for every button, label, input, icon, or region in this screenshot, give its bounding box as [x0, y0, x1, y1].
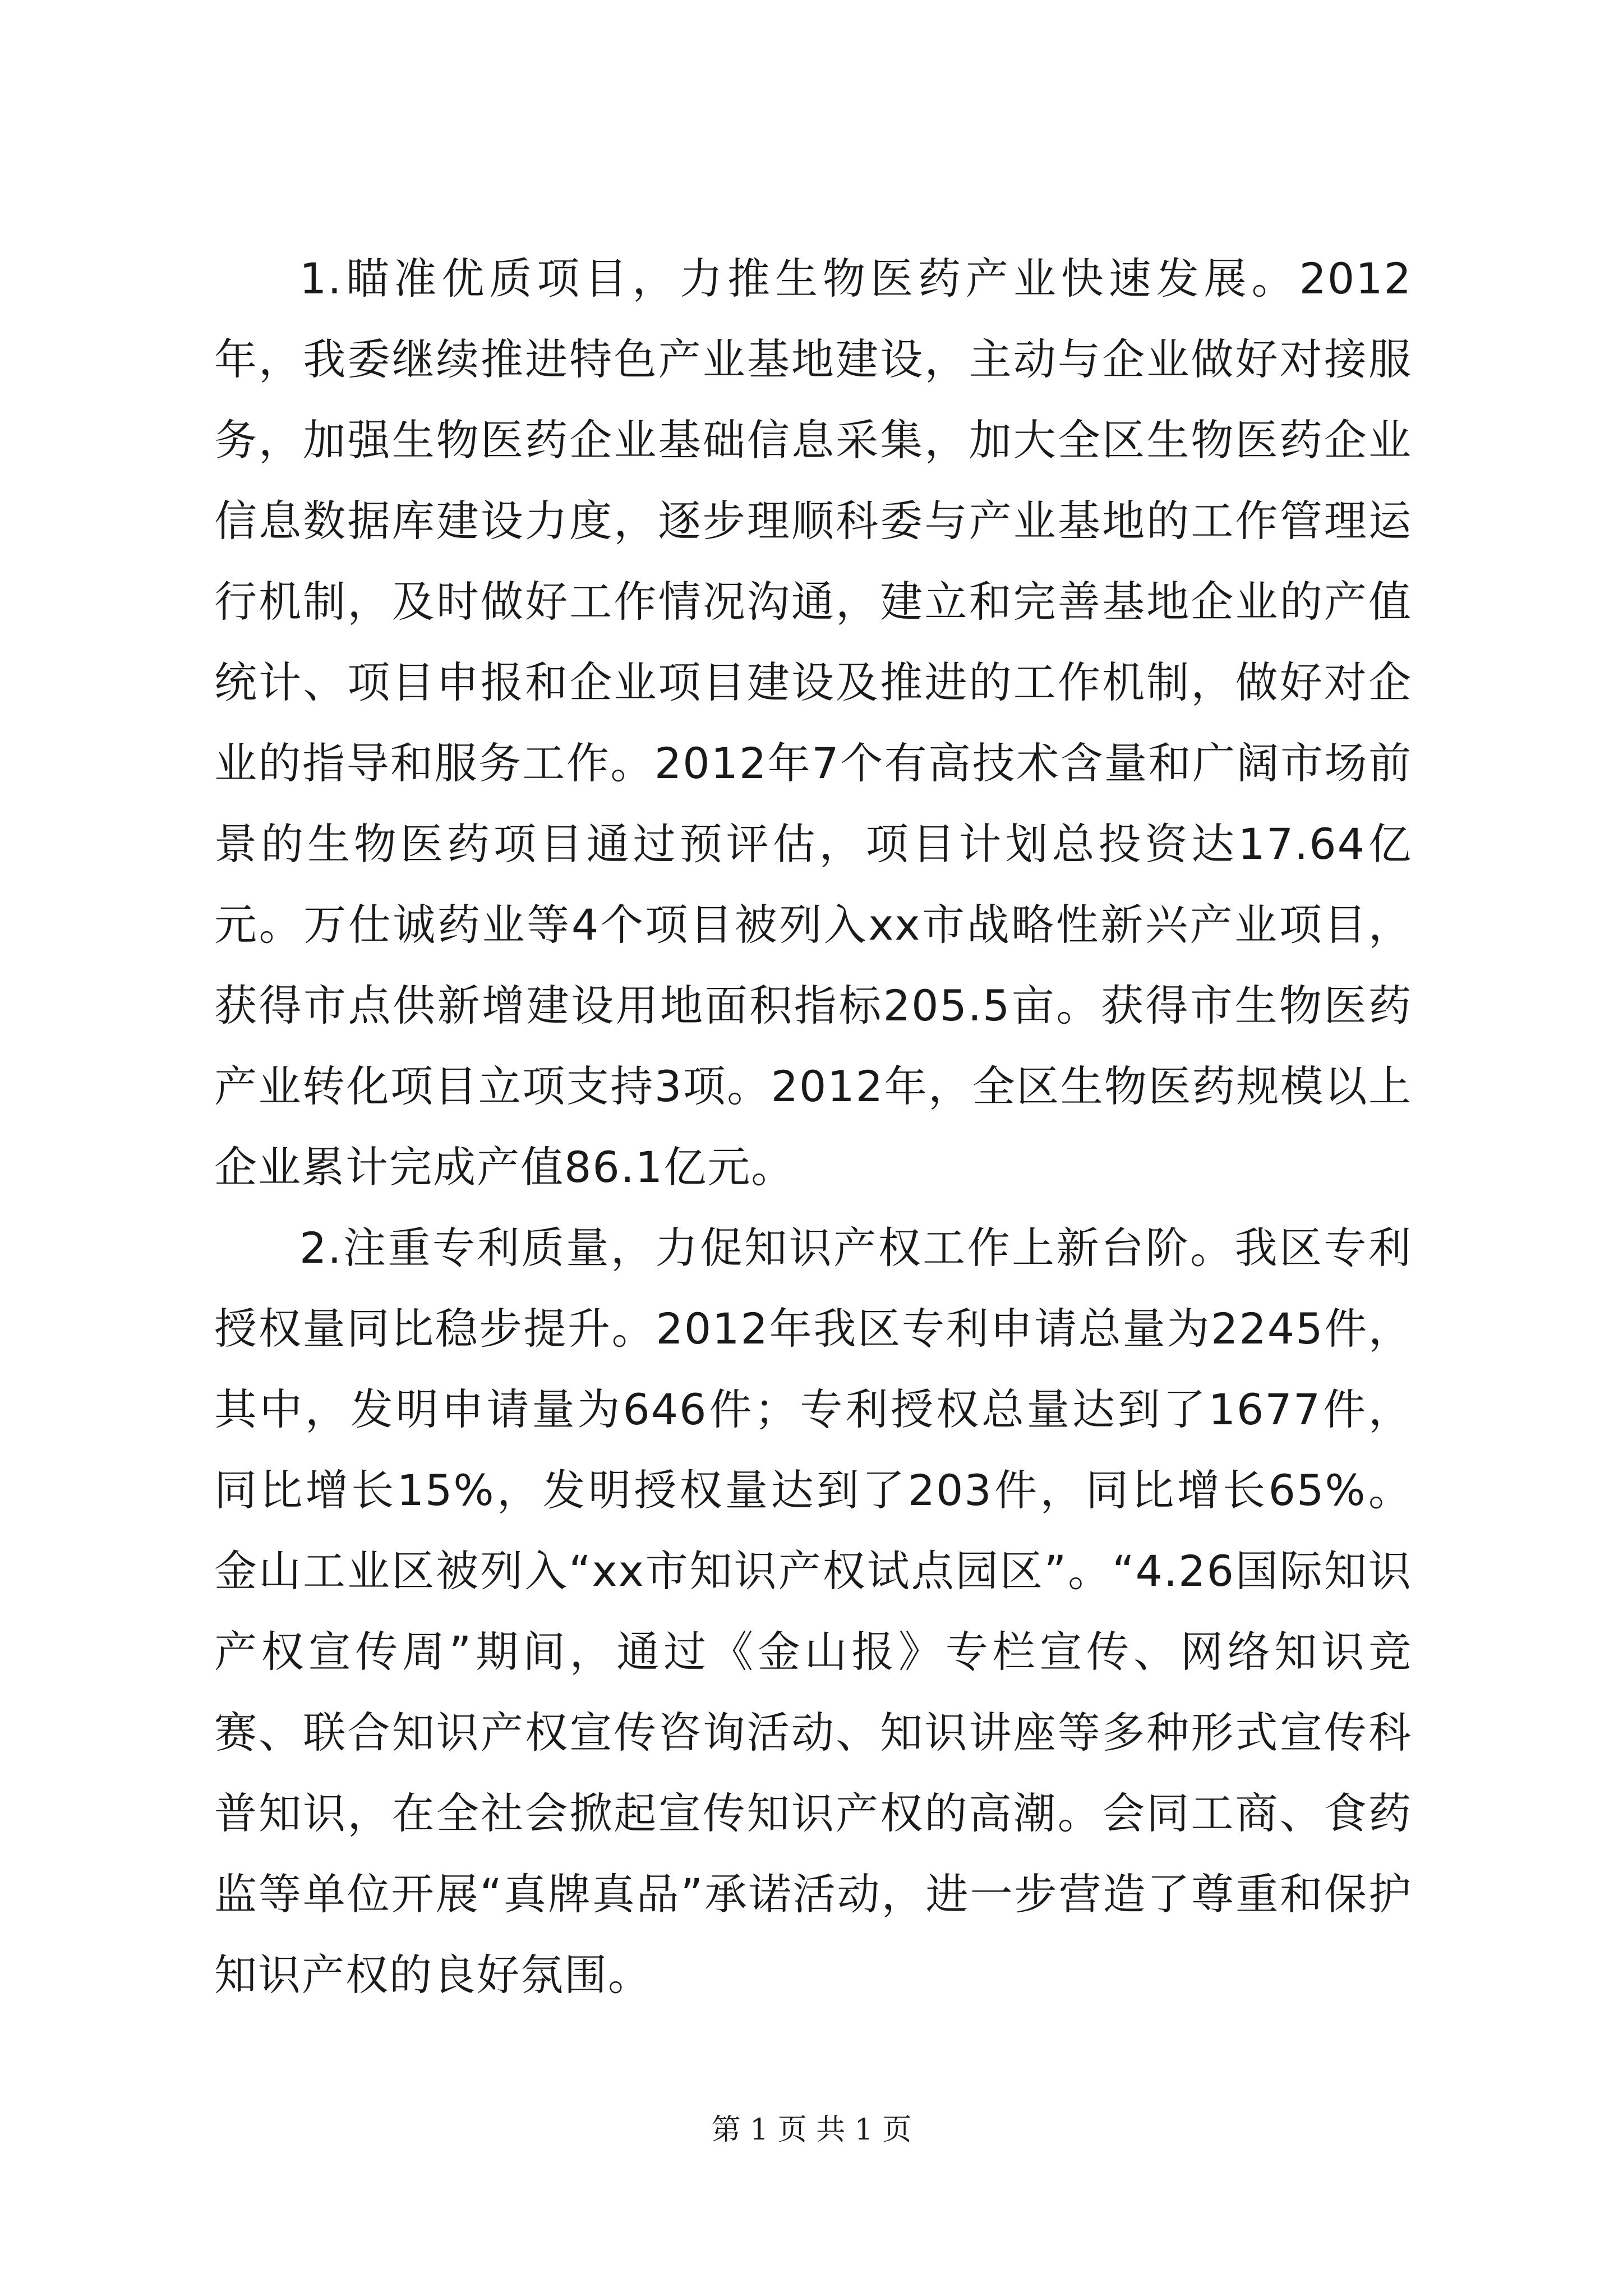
- paragraph-patents: 2.注重专利质量，力促知识产权工作上新台阶。我区专利授权量同比稳步提升。2012年我区专利申请总量为2245件，其中，发明申请量为646件；专利授权总量达到了1677件，同比增长15%，发明授权量达到了203件，同比增长65%。金山工业区被列入“xx市知识产权试点园区”。“4.26国际知识产权宣传周”期间，通过《金山报》专栏宣传、网络知识竞赛、联合知识产权宣传咨询活动、知识讲座等多种形式宣传科普知识，在全社会掀起宣传知识产权的高潮。会同工商、食药监等单位开展“真牌真品”承诺活动，进一步营造了尊重和保护知识产权的良好氛围。: [214, 1223, 1412, 2000]
- document-body: [214, 238, 1412, 2016]
- paragraph-biomedicine: 1.瞄准优质项目，力推生物医药产业快速发展。2012年，我委继续推进特色产业基地建设，主动与企业做好对接服务，加强生物医药企业基础信息采集，加大全区生物医药企业信息数据库建设力度，逐步理顺科委与产业基地的工作管理运行机制，及时做好工作情况沟通，建立和完善基地企业的产值统计、项目申报和企业项目建设及推进的工作机制，做好对企业的指导和服务工作。2012年7个有高技术含量和广阔市场前景的生物医药项目通过预评估，项目计划总投资达17.64亿元。万仕诚药业等4个项目被列入xx市战略性新兴产业项目，获得市点供新增建设用地面积指标205.5亩。获得市生物医药产业转化项目立项支持3项。2012年，全区生物医药规模以上企业累计完成产值86.1亿元。: [214, 254, 1412, 1192]
- page-footer: 第 1 页 共 1 页: [711, 2113, 912, 2147]
